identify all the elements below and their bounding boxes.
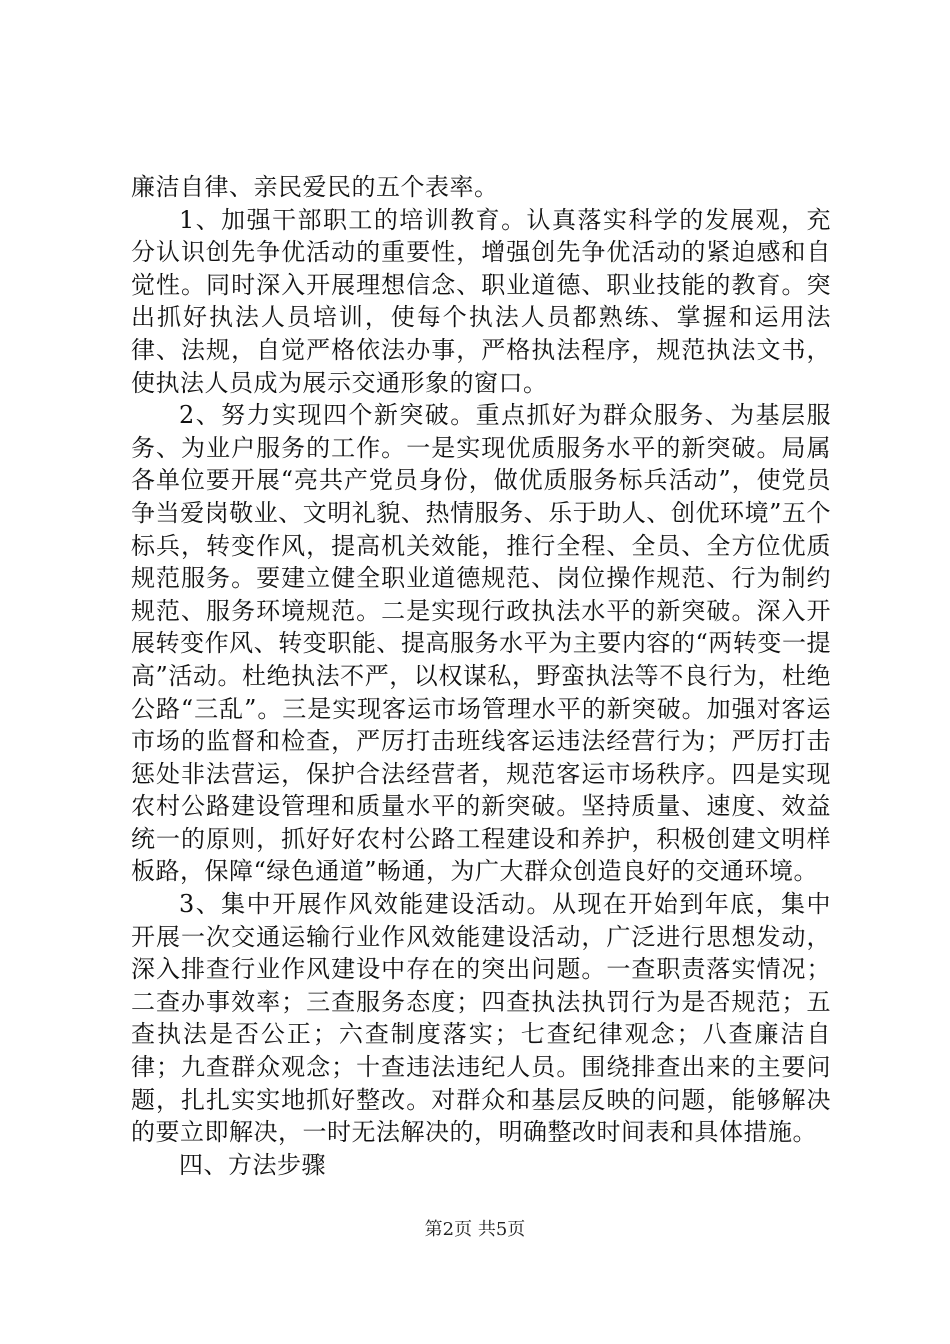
- paragraph-breakthroughs: 2、努力实现四个新突破。重点抓好为群众服务、为基层服务、为业户服务的工作。一是实现优质服务水平的新突破。局属各单位要开展“亮共产党员身份，做优质服务标兵活动”，使党员争当爱岗敬业、文明礼貌、热情服务、乐于助人、创优环境”五个标兵，转变作风，提高机关效能，推行全程、全员、全方位优质规范服务。要建立健全职业道德规范、岗位操作规范、行为制约规范、服务环境规范。二是实现行政执法水平的新突破。深入开展转变作风、转变职能、提高服务水平为主要内容的“两转变一提高”活动。杜绝执法不严，以权谋私，野蛮执法等不良行为，杜绝公路“三乱”。三是实现客运市场管理水平的新突破。加强对客运市场的监督和检查，严厉打击班线客运违法经营行为；严厉打击惩处非法营运，保护合法经营者，规范客运市场秩序。四是实现农村公路建设管理和质量水平的新突破。坚持质量、速度、效益统一的原则，抓好好农村公路工程建设和养护，积极创建文明样板路，保障“绿色通道”畅通，为广大群众创造良好的交通环境。: [131, 401, 831, 886]
- paragraph-continuation: 廉洁自律、亲民爱民的五个表率。: [131, 173, 499, 201]
- section-heading-methods: 四、方法步骤: [179, 1150, 326, 1179]
- document-body: [131, 171, 831, 1181]
- page-number-footer: 第2页 共5页: [424, 1219, 526, 1240]
- paragraph-efficiency: 3、集中开展作风效能建设活动。从现在开始到年底，集中开展一次交通运输行业作风效能建设活动，广泛进行思想发动，深入排查行业作风建设中存在的突出问题。一查职责落实情况；二查办事效率；三查服务态度；四查执法执罚行为是否规范；五查执法是否公正；六查制度落实；七查纪律观念；八查廉洁自律；九查群众观念；十查违法违纪人员。围绕排查出来的主要问题，扎扎实实地抓好整改。对群众和基层反映的问题，能够解决的要立即解决，一时无法解决的，明确整改时间表和具体措施。: [131, 890, 831, 1147]
- paragraph-training: 1、加强干部职工的培训教育。认真落实科学的发展观，充分认识创先争优活动的重要性，增强创先争优活动的紧迫感和自觉性。同时深入开展理想信念、职业道德、职业技能的教育。突出抓好执法人员培训，使每个执法人员都熟练、掌握和运用法律、法规，自觉严格依法办事，严格执法程序，规范执法文书，使执法人员成为展示交通形象的窗口。: [131, 205, 831, 397]
